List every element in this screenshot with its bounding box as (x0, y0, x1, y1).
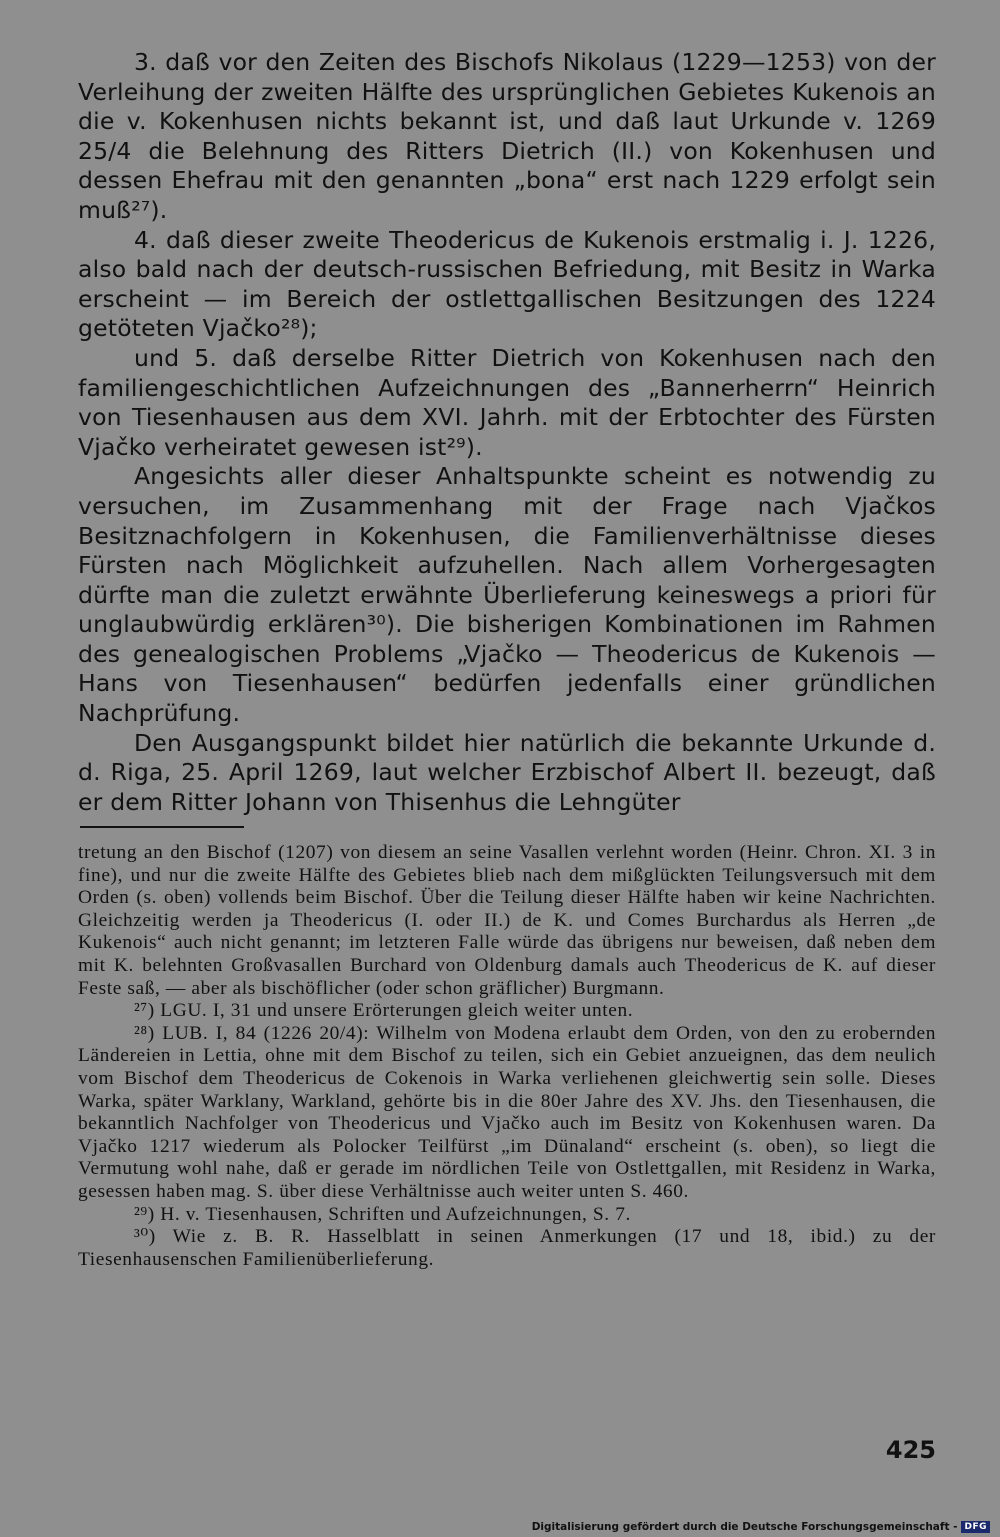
paragraph-point-3: 3. daß vor den Zeiten des Bischofs Nikolaus (1229—1253) von der Verleihung der zweiten Hälfte des ursprünglichen Gebietes Kukenois an die v. Kokenhusen nichts bekannt ist, und daß laut Urkunde v. 1269 25/4 die Belehnung des Ritters Dietrich (II.) von Kokenhusen und dessen Ehefrau mit den genannten „bona“ erst nach 1229 erfolgt sein muß²⁷). (78, 48, 936, 224)
footnote-28: ²⁸) LUB. I, 84 (1226 20/4): Wilhelm von Modena erlaubt dem Orden, von den zu erobernden Ländereien in Lettia, ohne mit dem Bischof zu teilen, sich ein Gebiet anzueignen, das dem neulich vom Bischof dem Theodericus de Cokenois in Warka verliehenen gleichwertig sein solle. Dieses Warka, später Warklany, Warkland, gehörte bis in die 80er Jahre des XV. Jhs. den Tiesenhausen, die bekanntlich Nachfolger von Theodericus und Vjačko auch im Besitz von Kokenhusen waren. Da Vjačko 1217 wiederum als Polocker Teilfürst „im Dünaland“ erscheint (s. oben), so liegt die Vermutung wohl nahe, daß er gerade im nördlichen Teile von Ostlettgallen, mit Residenz in Warka, gesessen haben mag. S. über diese Verhältnisse auch weiter unten S. 460. (78, 1022, 936, 1202)
paragraph-ausgangspunkt: Den Ausgangspunkt bildet hier natürlich die bekannte Urkunde d. d. Riga, 25. April 1269, laut welcher Erzbischof Albert II. bezeugt, daß er dem Ritter Johann von Thisenhus die Lehngüter (78, 728, 936, 816)
footnote-divider (80, 826, 244, 828)
footnotes (78, 842, 936, 1271)
dfg-logo: DFG (961, 1521, 990, 1533)
footnote-30: ³⁰) Wie z. B. R. Hasselblatt in seinen Anmerkungen (17 und 18, ibid.) zu der Tiesenhausenschen Familienüberlieferung. (78, 1226, 936, 1270)
footnote-29: ²⁹) H. v. Tiesenhausen, Schriften und Aufzeichnungen, S. 7. (134, 1203, 631, 1225)
page-number: 425 (885, 1436, 936, 1464)
paragraph-point-5: und 5. daß derselbe Ritter Dietrich von Kokenhusen nach den familiengeschichtlichen Aufzeichnungen des „Bannerherrn“ Heinrich von Tiesenhausen aus dem XVI. Jahrh. mit der Erbtochter des Fürsten Vjačko verheiratet gewesen ist²⁹). (78, 343, 936, 461)
footnote-27: ²⁷) LGU. I, 31 und unsere Erörterungen gleich weiter unten. (134, 1000, 634, 1022)
credit-text: Digitalisierung gefördert durch die Deutsche Forschungsgemeinschaft - (531, 1521, 958, 1533)
paragraph-angesichts: Angesichts aller dieser Anhaltspunkte scheint es notwendig zu versuchen, im Zusammenhang mit der Frage nach Vjačkos Besitznachfolgern in Kokenhusen, die Familienverhältnisse dieses Fürsten nach Möglichkeit aufzuhellen. Nach allem Vorhergesagten dürfte man die zuletzt erwähnte Überlieferung keineswegs a priori für unglaubwürdig erklären³⁰). Die bisherigen Kombinationen im Rahmen des genealogischen Problems „Vjačko — Theodericus de Kukenois — Hans von Tiesenhausen“ bedürfen jedenfalls einer gründlichen Nachprüfung. (78, 462, 936, 728)
footnote-continuation: tretung an den Bischof (1207) von diesem an seine Vasallen verlehnt worden (Heinr. Chron. XI. 3 in fine), und nur die zweite Hälfte des Gebietes blieb nach dem mißglückten Teilungsversuch mit dem Orden (s. oben) vollends beim Bischof. Über die Teilung dieser Hälfte haben wir keine Nachrichten. Gleichzeitig werden ja Theodericus (I. oder II.) de K. und Comes Burchardus als Herren „de Kukenois“ auch nicht genannt; im letzteren Falle würde das übrigens nur beweisen, daß neben dem mit K. belehnten Großvasallen Burchard von Oldenburg damals auch Theodericus de K. auf dieser Feste saß, — aber als bischöflicher (oder schon gräflicher) Burgmann. (78, 842, 936, 999)
digitization-credit (532, 1521, 990, 1533)
paragraph-point-4: 4. daß dieser zweite Theodericus de Kukenois erstmalig i. J. 1226, also bald nach der deutsch-russischen Befriedung, mit Besitz in Warka erscheint — im Bereich der ostlettgallischen Besitzungen des 1224 getöteten Vjačko²⁸); (78, 225, 936, 343)
main-text (78, 48, 936, 817)
